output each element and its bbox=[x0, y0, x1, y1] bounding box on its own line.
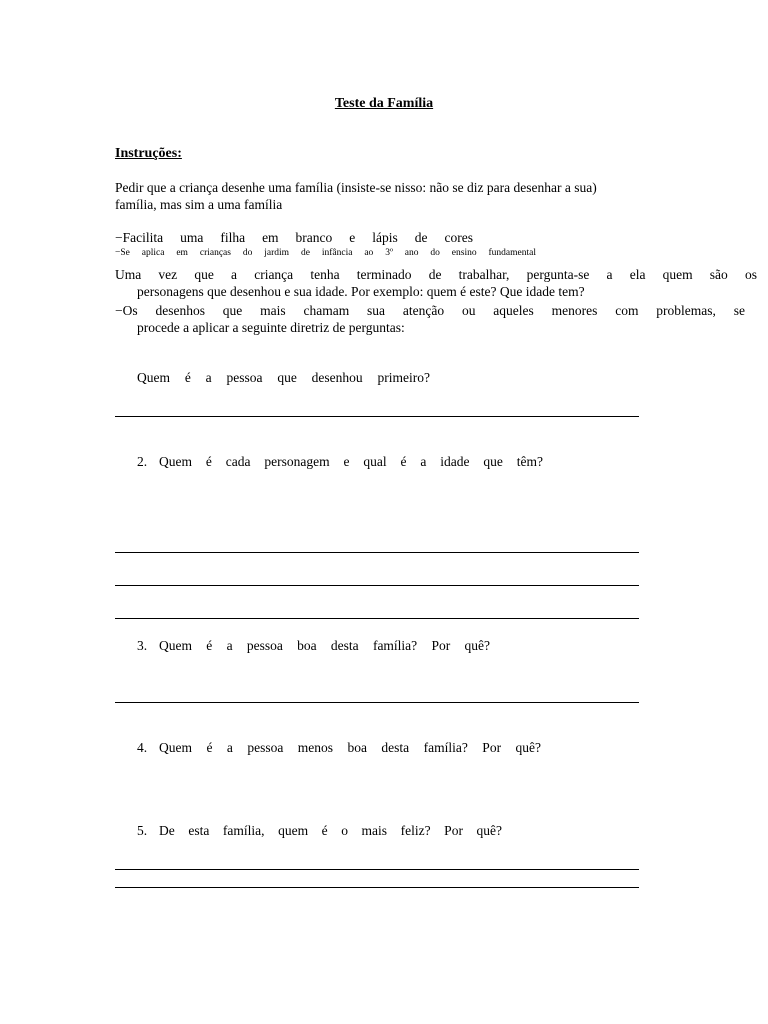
question-number: 5. bbox=[137, 823, 148, 838]
paragraph-after-drawing bbox=[115, 266, 757, 300]
answer-line bbox=[115, 416, 639, 417]
bullet-age-range: −Se aplica em crianças do jardim de infância ao 3º ano do ensino fundamental bbox=[115, 248, 536, 258]
paragraph-after-drawing-line-2: personagens que desenhou e sua idade. Por exemplo: quem é este? Que idade tem? bbox=[137, 284, 585, 299]
answer-line bbox=[115, 702, 639, 703]
intro-paragraph bbox=[115, 179, 675, 213]
question-number: 3. bbox=[137, 638, 148, 653]
question-text: Quem é a pessoa menos boa desta família? Por quê? bbox=[159, 740, 541, 755]
answer-line bbox=[115, 552, 639, 553]
question-3 bbox=[137, 637, 490, 654]
question-2 bbox=[137, 453, 543, 470]
answer-line bbox=[115, 585, 639, 586]
bullet-materials: −Facilita uma filha em branco e lápis de cores bbox=[115, 230, 473, 245]
paragraph-question-guide bbox=[115, 302, 745, 336]
intro-line-1: Pedir que a criança desenhe uma família (insiste-se nisso: não se diz para desenhar a sua) bbox=[115, 180, 597, 195]
answer-line bbox=[115, 869, 639, 870]
question-4 bbox=[137, 739, 541, 756]
intro-line-2: família, mas sim a uma família bbox=[115, 197, 283, 212]
question-5 bbox=[137, 822, 502, 839]
answer-line bbox=[115, 887, 639, 888]
question-1: Quem é a pessoa que desenhou primeiro? bbox=[137, 370, 430, 385]
question-number: 4. bbox=[137, 740, 148, 755]
question-text: De esta família, quem é o mais feliz? Por quê? bbox=[159, 823, 502, 838]
question-text: Quem é a pessoa boa desta família? Por quê? bbox=[159, 638, 490, 653]
question-text: Quem é cada personagem e qual é a idade que têm? bbox=[159, 454, 543, 469]
question-number: 2. bbox=[137, 454, 148, 469]
answer-line bbox=[115, 618, 639, 619]
paragraph-question-guide-line-2: procede a aplicar a seguinte diretriz de perguntas: bbox=[137, 320, 405, 335]
paragraph-question-guide-line-1: −Os desenhos que mais chamam sua atenção ou aqueles menores com problemas, se bbox=[115, 303, 745, 318]
paragraph-after-drawing-line-1: Uma vez que a criança tenha terminado de trabalhar, pergunta-se a ela quem são os bbox=[115, 267, 757, 282]
document-title: Teste da Família bbox=[334, 96, 434, 111]
instructions-heading: Instruções: bbox=[115, 146, 182, 161]
